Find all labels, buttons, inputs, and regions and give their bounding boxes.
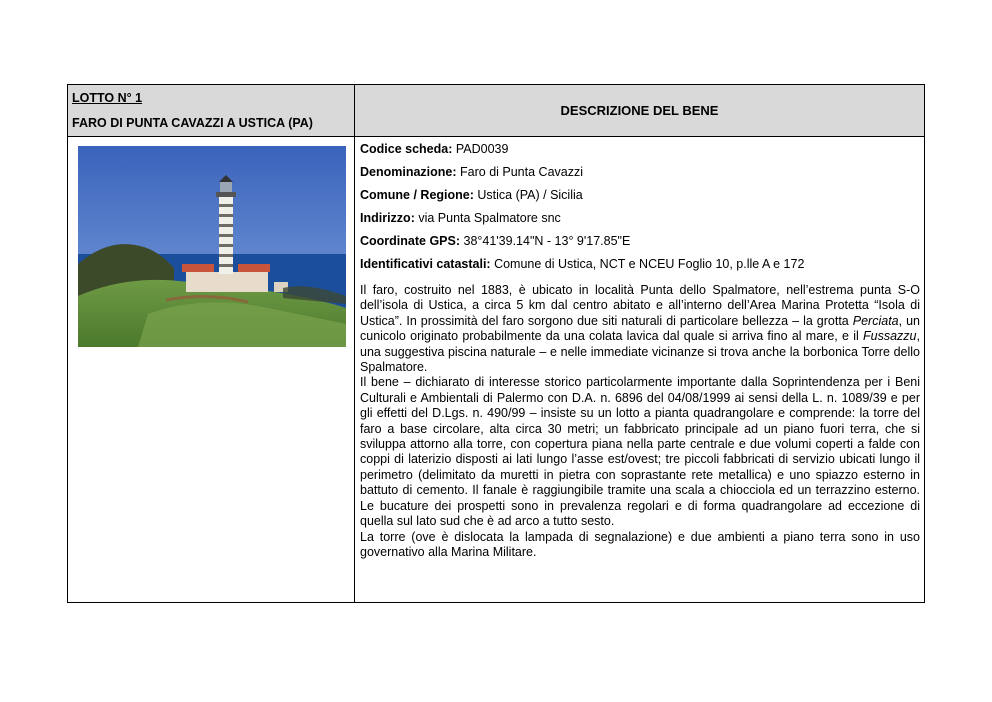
lot-header	[68, 85, 355, 137]
lighthouse-photo	[78, 146, 346, 347]
property-sheet	[67, 84, 925, 603]
description-column	[355, 137, 924, 602]
field-value: Comune di Ustica, NCT e NCEU Foglio 10, p.lle A e 172	[490, 257, 805, 271]
field-value: PAD0039	[452, 142, 509, 156]
lot-number: LOTTO N° 1	[72, 91, 143, 105]
section-header	[355, 85, 924, 137]
field-label: Codice scheda:	[360, 142, 453, 156]
field-label: Denominazione:	[360, 165, 457, 179]
text-run: Il faro, costruito nel 1883, è ubicato in località Punta dello Spalmatore, nell’estrema punta S-O dell’isola di Ustica, a circa 5 km dal centro abitato e all’interno dell’Area Marina Protetta “Isola di Ustica”. In prossimità del faro sorgono due siti naturali di particolare bellezza – la grotta	[360, 283, 920, 328]
field-coordinate-gps	[360, 234, 920, 249]
field-value: Ustica (PA) / Sicilia	[473, 188, 583, 202]
description-paragraph-1	[360, 283, 920, 375]
description-paragraph-3: La torre (ove è dislocata la lampada di segnalazione) e due ambienti a piano terra sono in uso governativo alla Marina Militare.	[360, 529, 920, 559]
field-comune-regione	[360, 188, 920, 203]
field-label: Coordinate GPS:	[360, 234, 461, 248]
field-value: via Punta Spalmatore snc	[414, 211, 561, 225]
text-run: , una suggestiva piscina naturale – e nelle immediate vicinanze si trova anche la borbonica Torre dello Spalmatore.	[360, 329, 920, 375]
description-text	[360, 283, 920, 560]
text-run-italic: Fussazzu	[863, 329, 917, 344]
field-identificativi-catastali	[360, 257, 920, 272]
lot-title: FARO DI PUNTA CAVAZZI A USTICA (PA)	[72, 116, 313, 130]
photo-column	[68, 137, 355, 602]
field-denominazione	[360, 165, 920, 180]
field-label: Indirizzo:	[360, 211, 415, 225]
field-value: Faro di Punta Cavazzi	[456, 165, 583, 179]
field-label: Identificativi catastali:	[360, 257, 491, 271]
section-title: DESCRIZIONE DEL BENE	[560, 103, 719, 118]
text-run-italic: Perciata	[852, 313, 899, 328]
field-value: 38°41'39.14"N - 13° 9'17.85"E	[460, 234, 631, 248]
field-codice-scheda	[360, 142, 920, 157]
text-run: , un cunicolo originato probabilmente da una colata lavica dal quale si arriva fino al mare, e il	[360, 313, 920, 344]
description-paragraph-2: Il bene – dichiarato di interesse storico particolarmente importante dalla Soprintendenza per i Beni Culturali e Ambientali di Palermo con D.A. n. 6896 del 04/08/1999 ai sensi della L. n. 1089/39 e per gli effetti del D.Lgs. n. 490/99 – insiste su un lotto a pianta quadrangolare e comprende: la torre del faro a base circolare, alta circa 30 metri; un fabbricato principale ad un piano fuori terra, che si sviluppa attorno alla torre, con copertura piana nella parte centrale e due volumi coperti a falde con coppi di laterizio disposti ai lati lungo l’asse est/ovest; tre piccoli fabbricati di servizio ubicati lungo il perimetro (delimitato da muretti in pietra con soprastante rete metallica) e uno spiazzo esterno in battuto di cemento. Il fanale è raggiungibile tramite una scala a chiocciola ed un terrazzino esterno. Le bucature dei prospetti sono in prevalenza regolari e di forma quadrangolare ad eccezione di quella sul lato sud che è ad arco a tutto sesto.	[360, 375, 920, 529]
field-label: Comune / Regione:	[360, 188, 474, 202]
field-indirizzo	[360, 211, 920, 226]
